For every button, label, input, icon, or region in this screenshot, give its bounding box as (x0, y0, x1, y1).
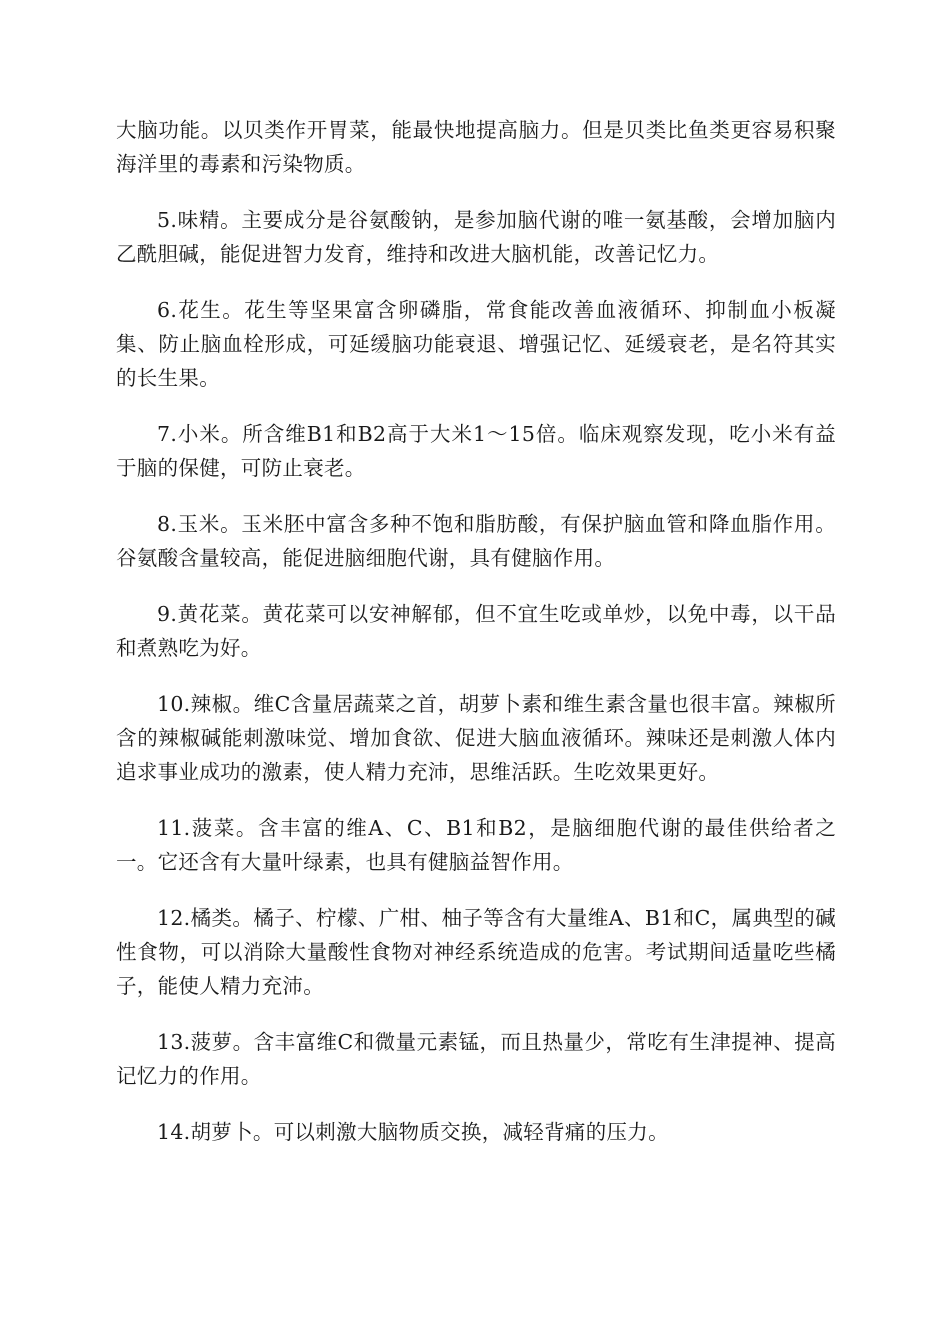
paragraph-item-5: 5.味精。主要成分是谷氨酸钠，是参加脑代谢的唯一氨基酸，会增加脑内乙酰胆碱，能促进智力发育，维持和改进大脑机能，改善记忆力。 (116, 208, 836, 266)
paragraph-continuation: 大脑功能。以贝类作开胃菜，能最快地提高脑力。但是贝类比鱼类更容易积聚海洋里的毒素和污染物质。 (116, 118, 836, 176)
document-body (116, 113, 836, 1171)
paragraph-item-10: 10.辣椒。维C含量居蔬菜之首，胡萝卜素和维生素含量也很丰富。辣椒所含的辣椒碱能刺激味觉、增加食欲、促进大脑血液循环。辣味还是刺激人体内追求事业成功的激素，使人精力充沛，思维活跃。生吃效果更好。 (116, 692, 836, 784)
paragraph-item-11: 11.菠菜。含丰富的维A、C、B1和B2，是脑细胞代谢的最佳供给者之一。它还含有大量叶绿素，也具有健脑益智作用。 (116, 816, 836, 874)
paragraph-item-7: 7.小米。所含维B1和B2高于大米1～15倍。临床观察发现，吃小米有益于脑的保健，可防止衰老。 (116, 422, 836, 480)
paragraph-item-12: 12.橘类。橘子、柠檬、广柑、柚子等含有大量维A、B1和C，属典型的碱性食物，可以消除大量酸性食物对神经系统造成的危害。考试期间适量吃些橘子，能使人精力充沛。 (116, 906, 836, 998)
paragraph-item-9: 9.黄花菜。黄花菜可以安神解郁，但不宜生吃或单炒，以免中毒，以干品和煮熟吃为好。 (116, 602, 836, 660)
paragraph-item-6: 6.花生。花生等坚果富含卵磷脂，常食能改善血液循环、抑制血小板凝集、防止脑血栓形成，可延缓脑功能衰退、增强记忆、延缓衰老，是名符其实的长生果。 (116, 298, 836, 390)
paragraph-item-13: 13.菠萝。含丰富维C和微量元素锰，而且热量少，常吃有生津提神、提高记忆力的作用。 (116, 1030, 836, 1088)
paragraph-item-14: 14.胡萝卜。可以刺激大脑物质交换，减轻背痛的压力。 (157, 1120, 669, 1144)
paragraph-item-8: 8.玉米。玉米胚中富含多种不饱和脂肪酸，有保护脑血管和降血脂作用。谷氨酸含量较高，能促进脑细胞代谢，具有健脑作用。 (116, 512, 836, 570)
